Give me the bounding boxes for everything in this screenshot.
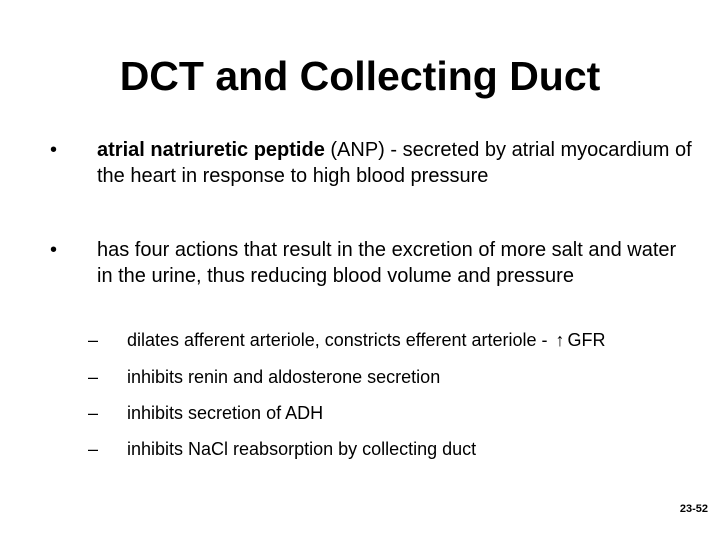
sub-bullet-nacl <box>0 437 720 461</box>
dash-marker: – <box>88 367 99 387</box>
sub-bullet-text: inhibits NaCl reabsorption by collecting duct <box>127 439 477 459</box>
sub-bullet-gfr <box>0 328 720 352</box>
slide-title: DCT and Collecting Duct <box>119 53 601 99</box>
sub-bullet-text: inhibits renin and aldosterone secretion <box>127 367 441 387</box>
dash-marker: – <box>88 439 99 459</box>
up-arrow-icon: ↑ <box>555 330 565 350</box>
bullet-text <box>97 137 697 189</box>
bullet-text: has four actions that result in the excretion of more salt and water in the urine, thus reducing blood volume and pressure <box>97 239 677 287</box>
bullet-marker: • <box>50 139 58 161</box>
page-number: 23-52 <box>679 503 708 515</box>
dash-marker: – <box>88 403 99 423</box>
dash-marker: – <box>88 330 99 350</box>
bullet-text-rest: (ANP) - secreted by atrial myocardium of the heart in response to high blood pressure <box>97 139 692 187</box>
sub-bullet-adh <box>0 401 720 425</box>
bullet-marker: • <box>50 239 58 261</box>
sub-bullet-text <box>127 328 606 352</box>
sub-bullet-text-after: GFR <box>567 330 606 350</box>
sub-bullet-renin <box>0 365 720 389</box>
sub-bullet-text: inhibits secretion of ADH <box>127 403 324 423</box>
sub-bullet-text-before: dilates afferent arteriole, constricts efferent arteriole - <box>127 330 553 350</box>
bold-term: atrial natriuretic peptide <box>97 139 325 161</box>
